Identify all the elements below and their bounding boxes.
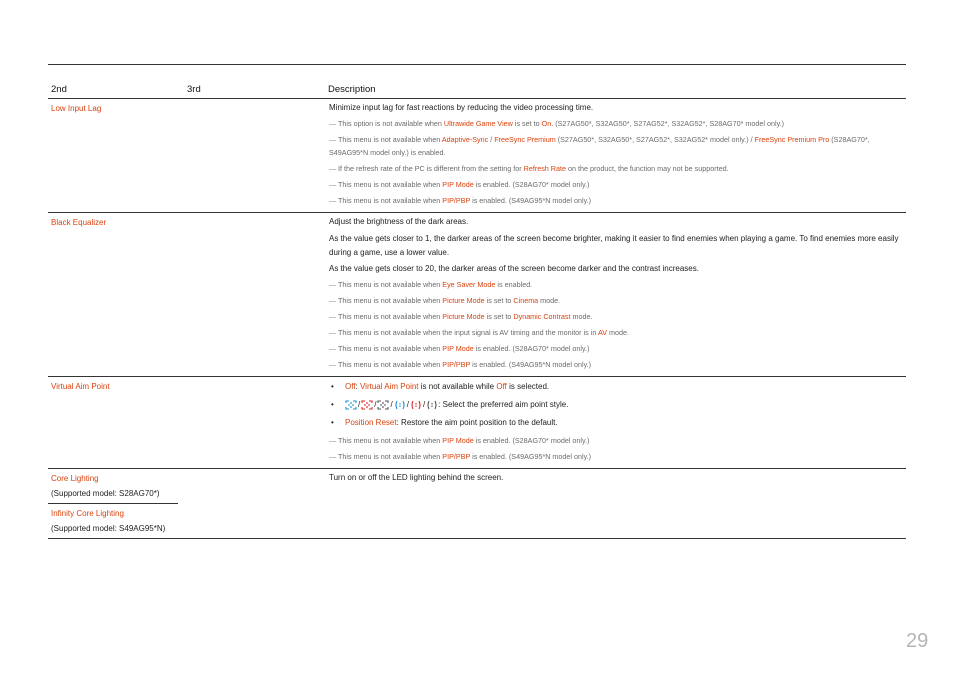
supported-model: (Supported model: S49AG95*N) bbox=[51, 524, 166, 533]
menu-low-input-lag: Low Input Lag bbox=[51, 104, 102, 113]
top-rule bbox=[48, 64, 906, 65]
aim-style-crosshair-gray-icon bbox=[377, 400, 389, 410]
note: ― If the refresh rate of the PC is different from the setting for Refresh Rate on the product, the function may not be supported. bbox=[329, 164, 729, 173]
description-text: Turn on or off the LED lighting behind the screen. bbox=[329, 473, 504, 482]
note: ― This menu is not available when PIP/PBP is enabled. (S49AG95*N model only.) bbox=[329, 196, 592, 205]
supported-model: (Supported model: S28AG70*) bbox=[51, 489, 160, 498]
note: ― This menu is not available when PIP Mode is enabled. (S28AG70* model only.) bbox=[329, 436, 590, 445]
bullet-item: • Off: Virtual Aim Point is not available while Off is selected. bbox=[331, 382, 550, 391]
note: ― This menu is not available when PIP Mode is enabled. (S28AG70* model only.) bbox=[329, 180, 590, 189]
aim-style-bracket-red-icon bbox=[410, 400, 422, 410]
page-number: 29 bbox=[906, 630, 929, 652]
bullet-item: • / / / / / : Select the preferred aim point style. bbox=[331, 400, 569, 409]
table-row-low-input-lag bbox=[48, 99, 906, 213]
aim-style-bracket-blue-icon bbox=[394, 400, 406, 410]
note: ― This menu is not available when Adaptive-Sync / FreeSync Premium (S27AG50*, S32AG50*, S27AG52*, S32AG52* model only.) / FreeSync Premium Pro (S28AG70*, S49AG95*N model only.) is enabled. bbox=[329, 135, 870, 157]
note: ― This menu is not available when PIP/PBP is enabled. (S49AG95*N model only.) bbox=[329, 452, 592, 461]
table-header-row bbox=[48, 80, 906, 99]
description-cell bbox=[325, 469, 906, 539]
description-cell bbox=[325, 377, 906, 469]
table-row-core-lighting bbox=[48, 469, 906, 539]
header-2nd: 2nd bbox=[48, 80, 184, 99]
header-3rd: 3rd bbox=[184, 80, 325, 99]
menu-black-equalizer: Black Equalizer bbox=[51, 218, 107, 227]
menu-infinity-core-lighting: Infinity Core Lighting bbox=[51, 509, 124, 518]
menu-virtual-aim-point: Virtual Aim Point bbox=[51, 382, 110, 391]
note: ― This menu is not available when Picture Mode is set to Dynamic Contrast mode. bbox=[329, 312, 593, 321]
bullet-item: • Position Reset: Restore the aim point position to the default. bbox=[331, 418, 558, 427]
note: ― This menu is not available when the input signal is AV timing and the monitor is in AV mode. bbox=[329, 328, 630, 337]
aim-style-crosshair-blue-icon bbox=[345, 400, 357, 410]
table-row-virtual-aim-point bbox=[48, 377, 906, 469]
note: ― This menu is not available when Picture Mode is set to Cinema mode. bbox=[329, 296, 561, 305]
table-row-black-equalizer bbox=[48, 213, 906, 377]
aim-style-crosshair-red-icon bbox=[361, 400, 373, 410]
note: ― This menu is not available when PIP Mode is enabled. (S28AG70* model only.) bbox=[329, 344, 590, 353]
note: ― This option is not available when Ultrawide Game View is set to On. (S27AG50*, S32AG50*, S27AG52*, S32AG52*, S28AG70* model only.) bbox=[329, 119, 785, 128]
description-cell bbox=[325, 213, 906, 377]
menu-core-lighting: Core Lighting bbox=[51, 474, 99, 483]
settings-table bbox=[48, 80, 906, 539]
description-text: As the value gets closer to 20, the darker areas of the screen become darker and the contrast increases. bbox=[329, 264, 699, 273]
description-cell bbox=[325, 99, 906, 213]
note: ― This menu is not available when Eye Saver Mode is enabled. bbox=[329, 280, 533, 289]
aim-style-bracket-gray-icon bbox=[426, 400, 438, 410]
description-text: As the value gets closer to 1, the darker areas of the screen become brighter, making it easier to find enemies when playing a game. To find enemies more easily during a game, use a lower value. bbox=[329, 234, 899, 257]
description-text: Minimize input lag for fast reactions by reducing the video processing time. bbox=[329, 103, 594, 112]
note: ― This menu is not available when PIP/PBP is enabled. (S49AG95*N model only.) bbox=[329, 360, 592, 369]
header-description: Description bbox=[325, 80, 906, 99]
description-text: Adjust the brightness of the dark areas. bbox=[329, 217, 469, 226]
